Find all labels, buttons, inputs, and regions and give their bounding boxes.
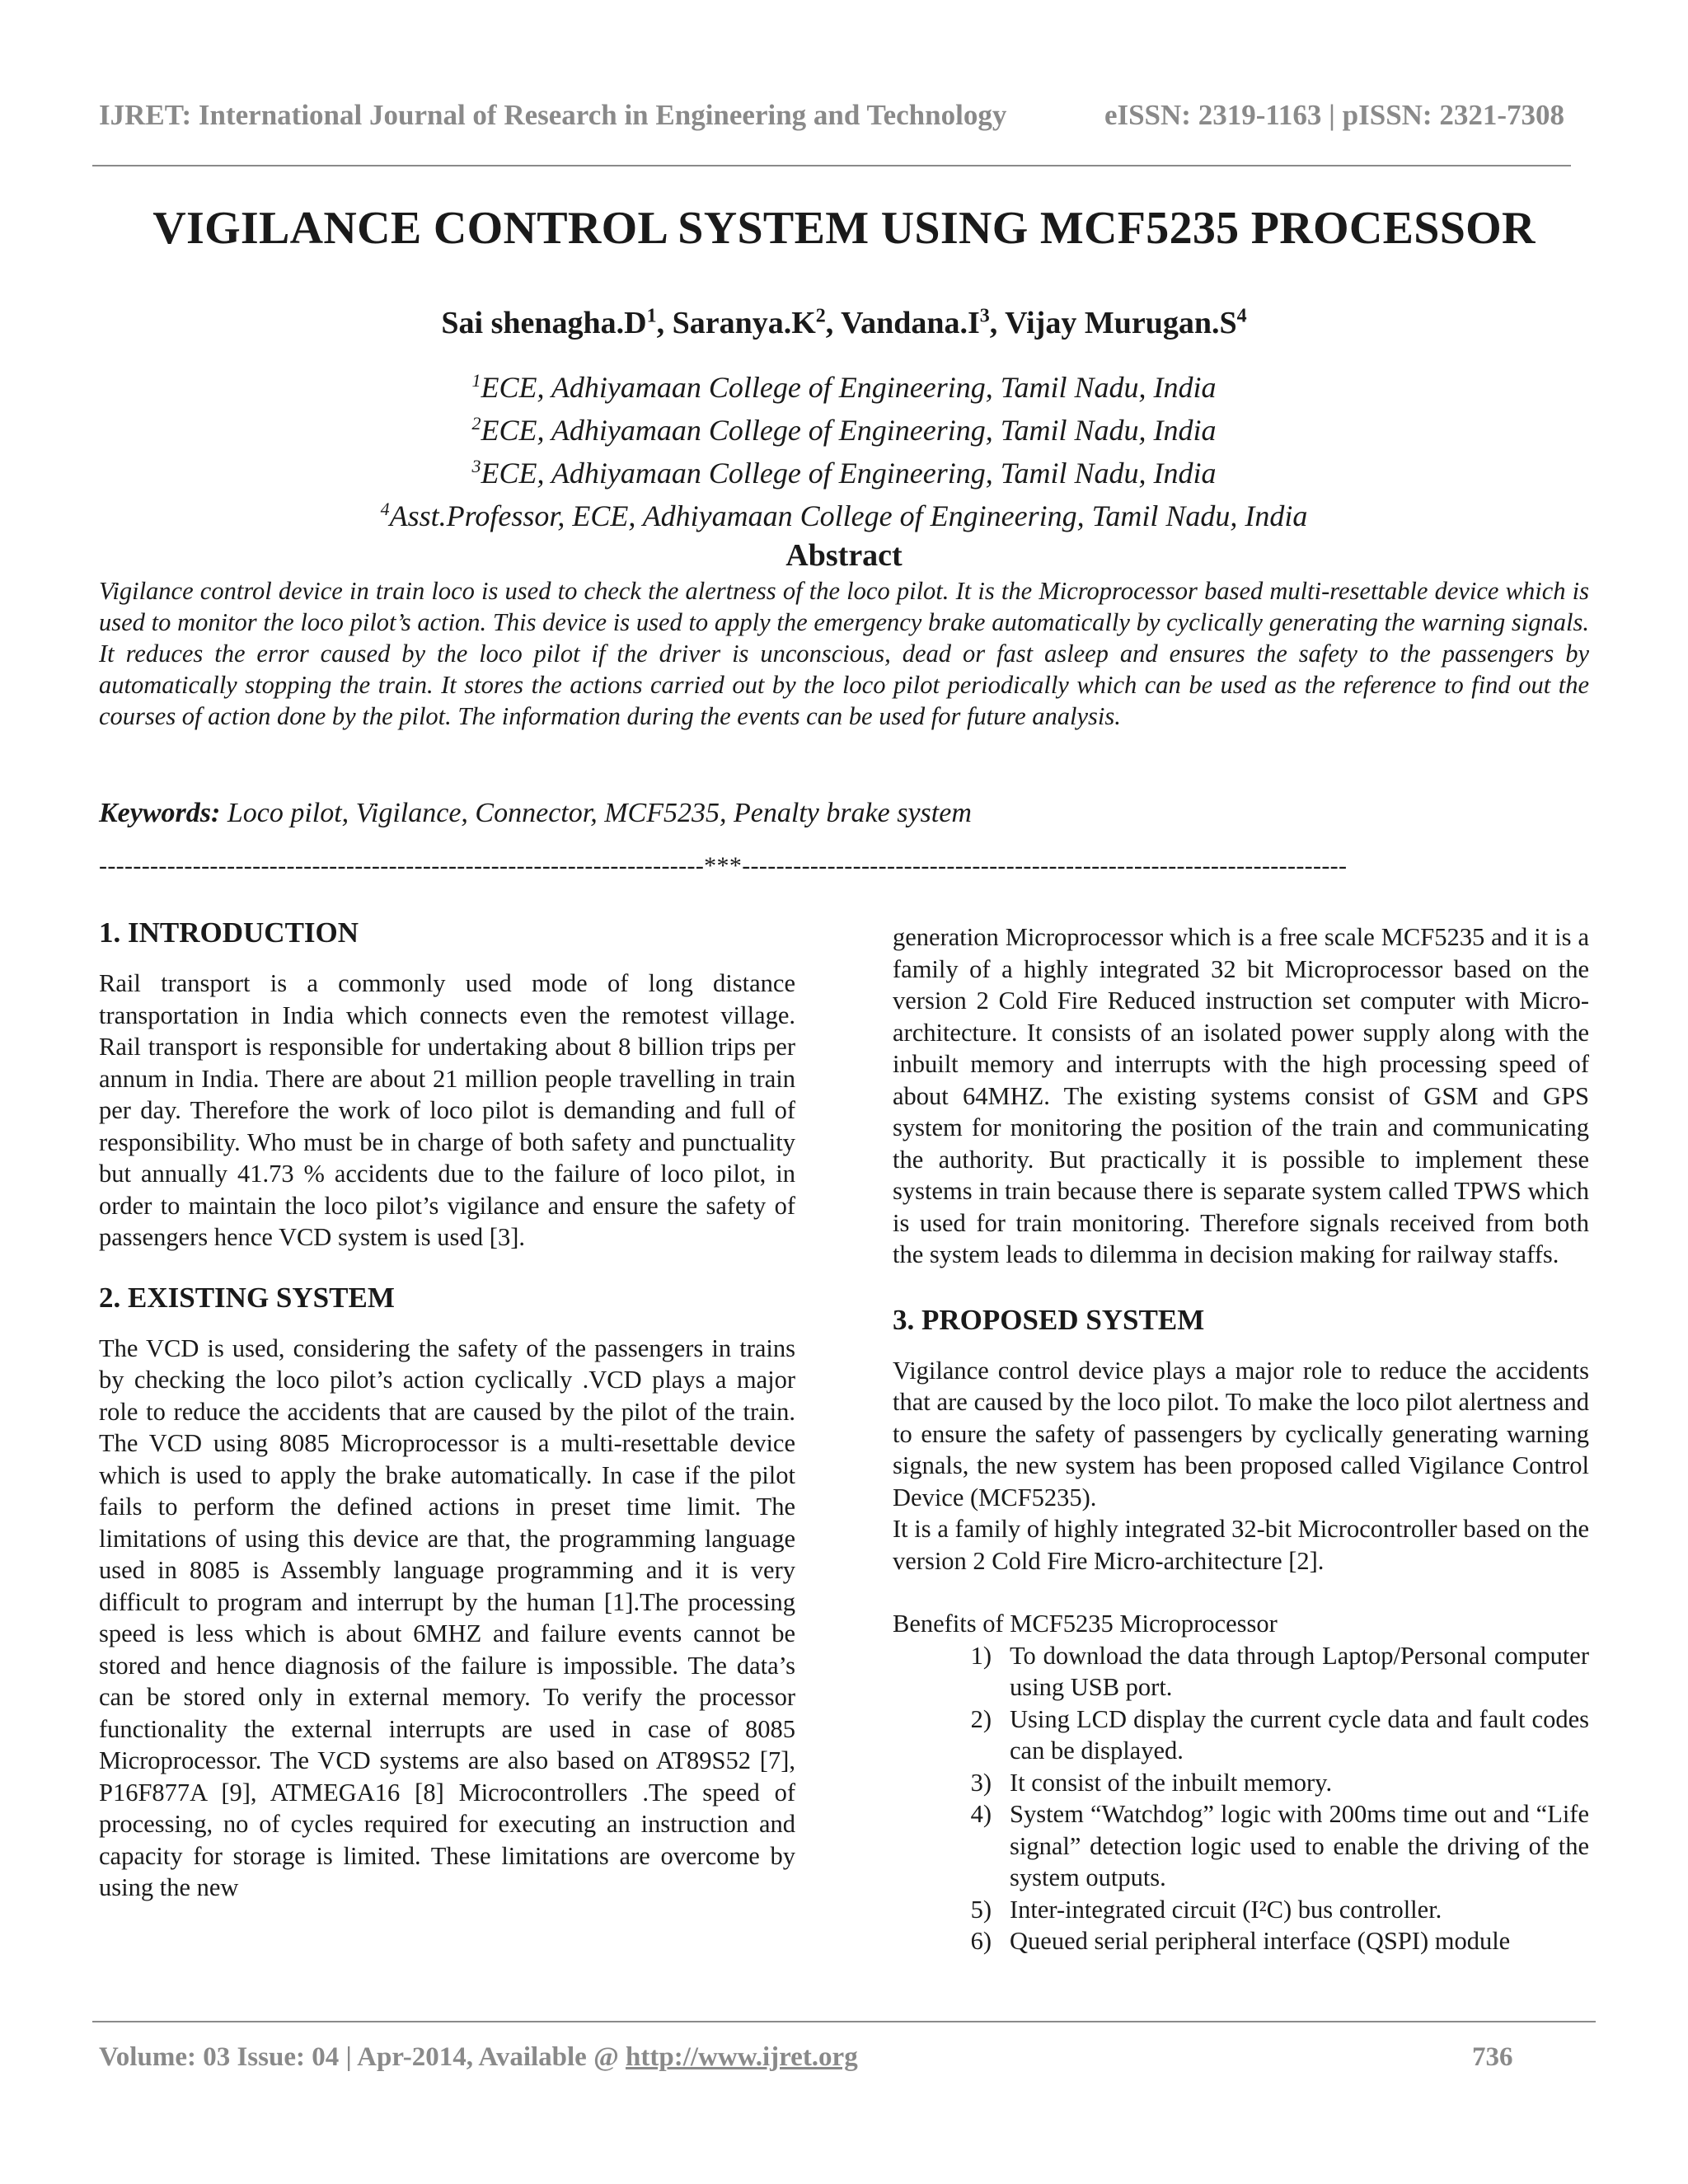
list-text: Queued serial peripheral interface (QSPI) module bbox=[1010, 1927, 1511, 1955]
author-sep: , bbox=[825, 306, 842, 340]
author-name: Vijay Murugan.S bbox=[1005, 306, 1237, 340]
right-column bbox=[893, 921, 1589, 1957]
abstract-body: Vigilance control device in train loco is used to check the alertness of the loco pilot. It is the Microprocessor based multi-resettable device which is used to monitor the loco pilot’s action. This device is used to apply the emergency brake automatically by cyclically generating the warning signals. It reduces the error caused by the loco pilot if the driver is unconscious, dead or fast asleep and ensures the safety to the passengers by automatically stopping the train. It stores the actions carried out by the loco pilot periodically which can be used as the reference to find out the courses of action done by the pilot. The information during the events can be used for future analysis. bbox=[99, 577, 1589, 730]
existing-body-continued: generation Microprocessor which is a free scale MCF5235 and it is a family of a highly integrated 32 bit Microprocessor based on the version 2 Cold Fire Reduced instruction set computer with Micro-architecture. It consists of an isolated power supply along with the inbuilt memory and interrupts with the high processing speed of about 64MHZ. The existing systems consist of GSM and GPS system for monitoring the position of the train and communicating the authority. But practically it is possible to implement these systems in train because there is separate system called TPWS which is used for train monitoring. Therefore signals received from both the system leads to dilemma in decision making for railway staffs. bbox=[893, 923, 1589, 1268]
list-item bbox=[893, 1925, 1589, 1957]
issn-info: eISSN: 2319-1163 | pISSN: 2321-7308 bbox=[1104, 99, 1564, 131]
list-item bbox=[893, 1704, 1589, 1767]
affiliation-sup: 1 bbox=[471, 370, 481, 391]
footer-divider bbox=[92, 2021, 1596, 2022]
benefits-list bbox=[893, 1640, 1589, 1957]
list-text: It consist of the inbuilt memory. bbox=[1010, 1768, 1333, 1797]
author-sep: , bbox=[656, 306, 673, 340]
list-item bbox=[893, 1798, 1589, 1894]
list-number: 2) bbox=[970, 1704, 992, 1733]
paper-title: VIGILANCE CONTROL SYSTEM USING MCF5235 PROCESSOR bbox=[152, 203, 1536, 254]
section-separator: -----------------------------------------------------------------------***----------------------------------------------------------------------- bbox=[99, 852, 1348, 879]
journal-name: IJRET: International Journal of Research in Engineering and Technology bbox=[99, 99, 1007, 131]
author-sup: 1 bbox=[646, 305, 657, 327]
author-sep: , bbox=[989, 306, 1006, 340]
keywords-text: Loco pilot, Vigilance, Connector, MCF5235, Penalty brake system bbox=[227, 798, 972, 828]
left-column bbox=[99, 916, 795, 1904]
list-item bbox=[893, 1767, 1589, 1799]
affiliation-text: ECE, Adhiyamaan College of Engineering, Tamil Nadu, India bbox=[481, 457, 1217, 490]
footer-volume-info: Volume: 03 Issue: 04 | Apr-2014, Available @ bbox=[99, 2042, 626, 2072]
page-footer bbox=[99, 2042, 1517, 2073]
affiliation-sup: 3 bbox=[471, 456, 481, 476]
list-text: To download the data through Laptop/Personal computer using USB port. bbox=[1010, 1641, 1589, 1701]
list-number: 4) bbox=[970, 1800, 992, 1828]
affiliation bbox=[0, 448, 1688, 491]
proposed-body: Vigilance control device plays a major role to reduce the accidents that are caused by the loco pilot. To make the loco pilot alertness and to ensure the safety of passengers by cyclically generating warning signals, the new system has been proposed called Vigilance Control Device (MCF5235). bbox=[893, 1356, 1589, 1511]
affiliation-text: Asst.Professor, ECE, Adhiyamaan College of Engineering, Tamil Nadu, India bbox=[389, 499, 1308, 532]
affiliation-sup: 4 bbox=[380, 499, 390, 519]
affiliation-text: ECE, Adhiyamaan College of Engineering, Tamil Nadu, India bbox=[481, 371, 1217, 404]
journal-website-link[interactable]: http://www.ijret.org bbox=[626, 2042, 858, 2072]
author-sup: 2 bbox=[815, 305, 826, 327]
affiliation bbox=[0, 363, 1688, 405]
list-text: System “Watchdog” logic with 200ms time out and “Life signal” detection logic used to enable the driving of the system outputs. bbox=[1010, 1800, 1589, 1891]
author-sup: 3 bbox=[979, 305, 990, 327]
list-number: 6) bbox=[970, 1927, 992, 1955]
page-number: 736 bbox=[1472, 2042, 1513, 2072]
existing-heading: 2. EXISTING SYSTEM bbox=[99, 1281, 395, 1314]
list-number: 1) bbox=[970, 1641, 992, 1670]
list-item bbox=[893, 1894, 1589, 1926]
affiliation bbox=[0, 405, 1688, 448]
list-text: Using LCD display the current cycle data and fault codes can be displayed. bbox=[1010, 1704, 1589, 1765]
list-text: Inter-integrated circuit (I²C) bus controller. bbox=[1010, 1895, 1442, 1924]
list-number: 3) bbox=[970, 1768, 992, 1797]
affiliation-text: ECE, Adhiyamaan College of Engineering, Tamil Nadu, India bbox=[481, 414, 1217, 447]
proposed-heading: 3. PROPOSED SYSTEM bbox=[893, 1303, 1205, 1336]
intro-body: Rail transport is a commonly used mode of long distance transportation in India which connects even the remotest village. Rail transport is responsible for undertaking about 8 billion trips per annum in India. There are about 21 million people travelling in train per day. Therefore the work of loco pilot is demanding and full of responsibility. Who must be in charge of both safety and punctuality but annually 41.73 % accidents due to the failure of loco pilot, in order to maintain the loco pilot’s vigilance and ensure the safety of passengers hence VCD system is used [3]. bbox=[99, 969, 795, 1251]
running-header bbox=[99, 99, 1564, 132]
affiliation-sup: 2 bbox=[471, 413, 481, 434]
author-name: Vandana.I bbox=[841, 306, 980, 340]
list-number: 5) bbox=[970, 1895, 992, 1924]
benefits-title: Benefits of MCF5235 Microprocessor bbox=[893, 1610, 1278, 1638]
author-list bbox=[0, 305, 1688, 341]
author-name: Sai shenagha.D bbox=[441, 306, 647, 340]
intro-heading: 1. INTRODUCTION bbox=[99, 916, 359, 949]
abstract-heading: Abstract bbox=[785, 538, 903, 573]
list-item bbox=[893, 1640, 1589, 1704]
keywords-line bbox=[99, 798, 1589, 829]
author-sup: 4 bbox=[1236, 305, 1247, 327]
existing-body: The VCD is used, considering the safety of the passengers in trains by checking the loco pilot’s action cyclically .VCD plays a major role to reduce the accidents that are caused by the pilot of the train. The VCD using 8085 Microprocessor is a multi-resettable device which is used to apply the brake automatically. In case if the pilot fails to perform the defined actions in preset time limit. The limitations of using this device are that, the programming language used in 8085 is Assembly language programming and it is very difficult to program and interrupt by the human [1].The processing speed is less which is about 6MHZ and failure events cannot be stored and hence diagnosis of the failure is impossible. The data’s can be stored only in external memory. To verify the processor functionality the external interrupts are used in case of 8085 Microprocessor. The VCD systems are also based on AT89S52 [7], P16F877A [9], ATMEGA16 [8] Microcontrollers .The speed of processing, no of cycles required for executing an instruction and capacity for storage is limited. These limitations are overcome by using the new bbox=[99, 1333, 795, 1901]
author-name: Saranya.K bbox=[672, 306, 816, 340]
header-divider bbox=[92, 165, 1571, 166]
proposed-body-2: It is a family of highly integrated 32-bit Microcontroller based on the version 2 Cold Fire Micro-architecture [2]. bbox=[893, 1515, 1589, 1575]
affiliation-list bbox=[0, 363, 1688, 534]
affiliation bbox=[0, 491, 1688, 534]
keywords-label: Keywords: bbox=[99, 798, 221, 828]
